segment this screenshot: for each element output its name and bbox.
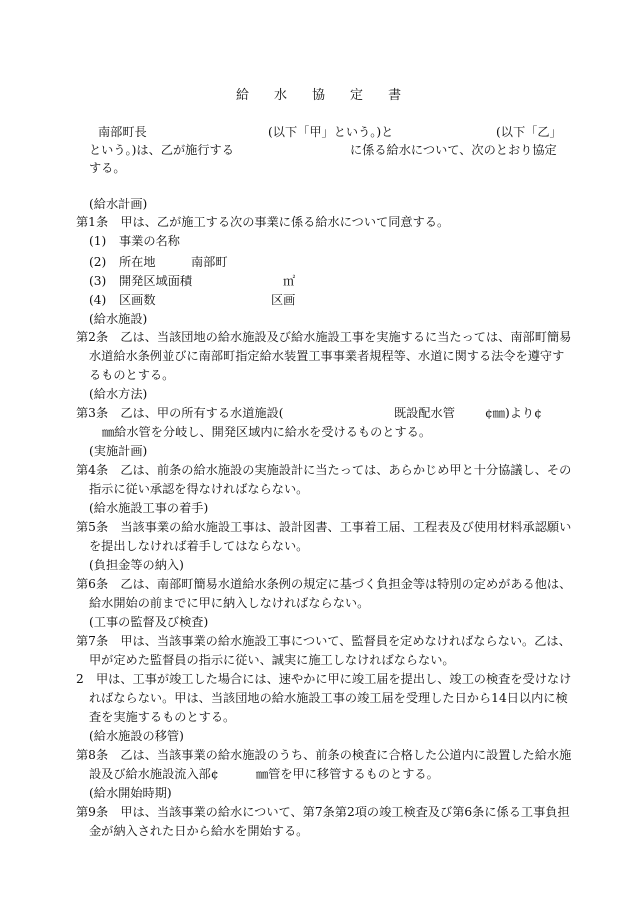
article-heading: (給水施設の移管) (89, 729, 184, 743)
article-8-line: ㎜管を甲に移管するものとする。 (256, 767, 439, 781)
item-label: 事業の名称 (119, 234, 180, 248)
article-heading: (給水方法) (89, 387, 148, 401)
article-7-paragraph-2: ればならない。甲は、当該団地の給水施設工事の竣工届を受理した日から14日以内に検 (89, 691, 568, 705)
article-9-line: 金が納入された日から給水を開始する。 (89, 824, 309, 838)
article-heading: (給水施設) (89, 312, 148, 326)
article-3-line: 第3条 乙は、甲の所有する水道施設( (76, 406, 284, 420)
article-2-line: 第2条 乙は、当該団地の給水施設及び給水施設工事を実施するに当たっては、南部町簡易 (76, 330, 572, 344)
title-char: 水 (274, 88, 288, 103)
article-heading: (実施計画) (89, 444, 148, 458)
title-char: 書 (388, 88, 402, 103)
item-value: 南部町 (191, 255, 228, 269)
article-5-line: 第5条 当該事業の給水施設工事は、設計図書、工事着工届、工程表及び使用材料承認願い (76, 520, 572, 534)
item-number: (2) (89, 255, 107, 269)
article-7-paragraph-2: 2 甲は、工事が竣工した場合には、速やかに甲に竣工届を提出し、竣工の検査を受けなけ (76, 672, 572, 686)
article-heading: (給水計画) (89, 197, 148, 211)
article-1-line: 第1条 甲は、乙が施工する次の事業に係る給水について同意する。 (76, 215, 450, 229)
article-3-line: ㎜給水管を分岐し、開発区域内に給水を受けるものとする。 (102, 425, 432, 439)
article-heading: (給水開始時期) (89, 786, 172, 800)
article-6-line: 第6条 乙は、南部町簡易水道給水条例の規定に基づく負担金等は特別の定めがある他は、 (76, 577, 572, 591)
article-9-line: 第9条 甲は、当該事業の給水について、第7条第2項の竣工検査及び第6条に係る工事負担 (76, 805, 570, 819)
preamble-line2-a: という。)は、乙が施行する (89, 143, 234, 157)
article-7-line: 甲が定めた監督員の指示に従い、誠実に施工しなければならない。 (89, 653, 455, 667)
item-label: 区画数 (119, 293, 156, 307)
article-5-line: を提出しなければ着手してはならない。 (89, 539, 309, 553)
article-2-line: るものとする。 (89, 368, 175, 382)
article-8-line: 第8条 乙は、当該事業の給水施設のうち、前条の検査に合格した公道内に設置した給水施 (76, 748, 572, 762)
article-2-line: 水道給水条例並びに南部町指定給水装置工事事業者規程等、水道に関する法令を遵守す (89, 349, 565, 363)
title-char: 協 (312, 88, 326, 103)
title-char: 給 (236, 88, 250, 103)
item-number: (1) (89, 234, 107, 248)
article-heading: (給水施設工事の着手) (89, 501, 209, 515)
article-heading: (負担金等の納入) (89, 558, 184, 572)
article-8-line: 設及び給水施設流入部¢ (89, 767, 219, 781)
item-unit: ㎡ (283, 274, 296, 288)
item-number: (4) (89, 293, 107, 307)
preamble-party-b: (以下「乙」 (496, 125, 562, 139)
article-7-paragraph-2: 査を実施するものとする。 (89, 710, 236, 724)
item-unit: 区画 (271, 293, 296, 307)
article-3-line: ¢㎜)より¢ (485, 406, 542, 420)
article-7-line: 第7条 甲は、当該事業の給水施設工事について、監督員を定めなければならない。乙は、 (76, 634, 571, 648)
article-heading: (工事の監督及び検査) (89, 615, 209, 629)
preamble-party-a: (以下「甲」という。)と (268, 125, 394, 139)
item-label: 開発区域面積 (119, 274, 193, 288)
article-6-line: 給水開始の前までに甲に納入しなければならない。 (89, 596, 370, 610)
article-3-line: 既設配水管 (394, 406, 455, 420)
item-label: 所在地 (119, 255, 156, 269)
preamble-line3: する。 (89, 161, 126, 175)
article-4-line: 指示に従い承認を得なければならない。 (89, 482, 309, 496)
item-number: (3) (89, 274, 107, 288)
document-title (236, 84, 426, 103)
preamble-line2-b: に係る給水について、次のとおり協定 (350, 143, 557, 157)
article-4-line: 第4条 乙は、前条の給水施設の実施設計に当たっては、あらかじめ甲と十分協議し、その (76, 463, 572, 477)
preamble-mayor: 南部町長 (98, 125, 147, 139)
title-char: 定 (350, 88, 364, 103)
